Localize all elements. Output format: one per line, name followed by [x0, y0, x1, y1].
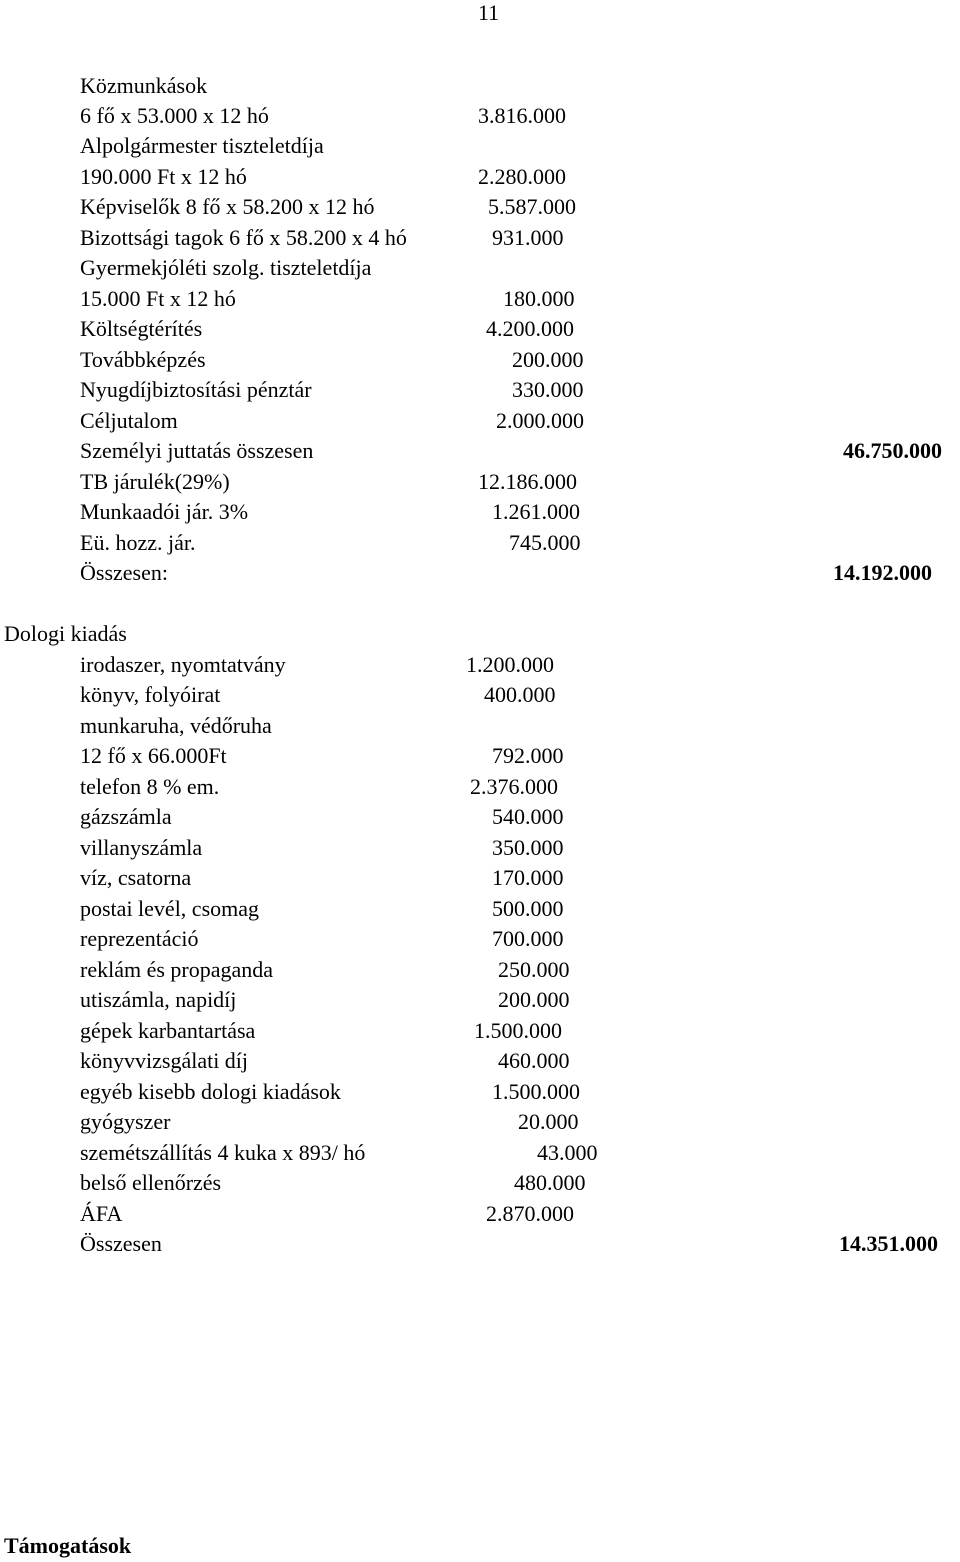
line-label: Alpolgármester tiszteletdíja — [80, 133, 324, 158]
line-amount: 2.280.000 — [478, 164, 566, 189]
line-amount: 2.000.000 — [496, 408, 584, 433]
line-label: reprezentáció — [80, 926, 199, 951]
line-amount: 200.000 — [498, 987, 570, 1012]
line-amount: 12.186.000 — [478, 469, 577, 494]
line-amount: 20.000 — [518, 1109, 579, 1134]
line-label: 190.000 Ft x 12 hó — [80, 164, 247, 189]
total-label-personnel: Személyi juttatás összesen — [80, 438, 314, 463]
line-amount: 2.870.000 — [486, 1201, 574, 1226]
line-label: Továbbképzés — [80, 347, 206, 372]
line-amount: 500.000 — [492, 896, 564, 921]
line-amount: 350.000 — [492, 835, 564, 860]
line-label: Képviselők 8 fő x 58.200 x 12 hó — [80, 194, 375, 219]
line-label: 6 fő x 53.000 x 12 hó — [80, 103, 269, 128]
line-amount: 170.000 — [492, 865, 564, 890]
line-label: Bizottsági tagok 6 fő x 58.200 x 4 hó — [80, 225, 407, 250]
line-label: Eü. hozz. jár. — [80, 530, 196, 555]
line-label: Céljutalom — [80, 408, 178, 433]
total-value-material: 14.351.000 — [839, 1231, 938, 1256]
line-label: reklám és propaganda — [80, 957, 274, 982]
line-label: villanyszámla — [80, 835, 203, 860]
total-label-material: Összesen — [80, 1231, 162, 1256]
line-amount: 1.500.000 — [492, 1079, 580, 1104]
line-label: 12 fő x 66.000Ft — [80, 743, 227, 768]
line-amount: 5.587.000 — [488, 194, 576, 219]
line-amount: 200.000 — [512, 347, 584, 372]
line-label: Munkaadói jár. 3% — [80, 499, 249, 524]
line-amount: 400.000 — [484, 682, 556, 707]
line-label: szemétszállítás 4 kuka x 893/ hó — [80, 1140, 366, 1165]
line-label: irodaszer, nyomtatvány — [80, 652, 286, 677]
line-label: 15.000 Ft x 12 hó — [80, 286, 236, 311]
page-number: 11 — [478, 0, 500, 25]
line-amount: 540.000 — [492, 804, 564, 829]
line-label: munkaruha, védőruha — [80, 713, 272, 738]
line-label: Gyermekjóléti szolg. tiszteletdíja — [80, 255, 372, 280]
line-amount: 1.200.000 — [466, 652, 554, 677]
line-label: egyéb kisebb dologi kiadások — [80, 1079, 341, 1104]
total-label-contributions: Összesen: — [80, 560, 168, 585]
total-value-personnel: 46.750.000 — [843, 438, 942, 463]
line-amount: 480.000 — [514, 1170, 586, 1195]
line-amount: 4.200.000 — [486, 316, 574, 341]
section-heading-public-workers: Közmunkások — [80, 73, 208, 98]
section-heading-subsidies: Támogatások — [4, 1533, 132, 1558]
line-label: Nyugdíjbiztosítási pénztár — [80, 377, 312, 402]
line-label: postai levél, csomag — [80, 896, 260, 921]
line-label: gyógyszer — [80, 1109, 171, 1134]
line-amount: 792.000 — [492, 743, 564, 768]
line-amount: 250.000 — [498, 957, 570, 982]
line-label: Költségtérítés — [80, 316, 203, 341]
line-amount: 931.000 — [492, 225, 564, 250]
line-label: könyvvizsgálati díj — [80, 1048, 249, 1073]
line-amount: 180.000 — [503, 286, 575, 311]
line-amount: 2.376.000 — [470, 774, 558, 799]
line-amount: 3.816.000 — [478, 103, 566, 128]
line-amount: 700.000 — [492, 926, 564, 951]
line-amount: 1.500.000 — [474, 1018, 562, 1043]
line-amount: 745.000 — [509, 530, 581, 555]
total-value-contributions: 14.192.000 — [833, 560, 932, 585]
line-label: gázszámla — [80, 804, 172, 829]
line-amount: 1.261.000 — [492, 499, 580, 524]
section-heading-material-expenses: Dologi kiadás — [4, 621, 127, 646]
line-amount: 330.000 — [512, 377, 584, 402]
line-label: könyv, folyóirat — [80, 682, 221, 707]
line-label: ÁFA — [80, 1201, 123, 1226]
line-amount: 460.000 — [498, 1048, 570, 1073]
line-label: víz, csatorna — [80, 865, 192, 890]
line-label: TB járulék(29%) — [80, 469, 230, 494]
line-label: utiszámla, napidíj — [80, 987, 237, 1012]
line-label: gépek karbantartása — [80, 1018, 256, 1043]
line-label: belső ellenőrzés — [80, 1170, 222, 1195]
line-amount: 43.000 — [537, 1140, 598, 1165]
line-label: telefon 8 % em. — [80, 774, 220, 799]
